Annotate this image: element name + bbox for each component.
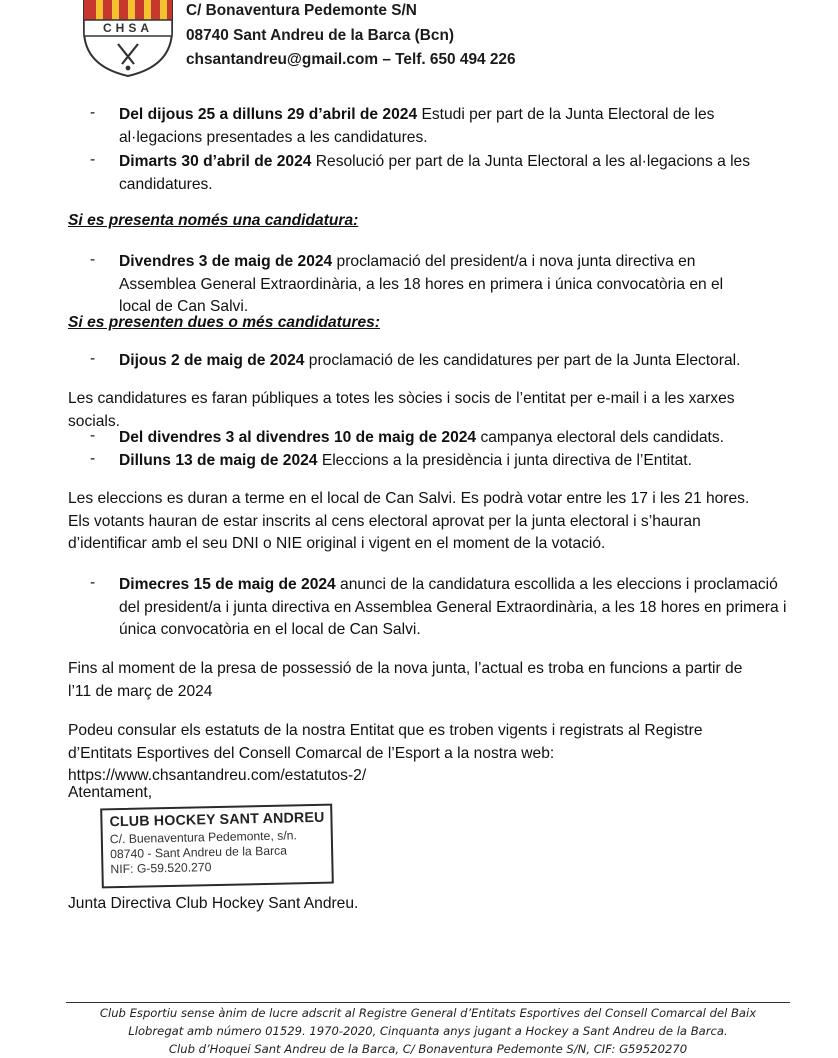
item-text: Estudi per part de la Junta Electoral de les al·legacions presentades a les candidatures. xyxy=(119,106,715,146)
list-item xyxy=(119,151,759,196)
list-bullet: - xyxy=(90,427,96,444)
header-address: C/ Bonaventura Pedemonte S/N xyxy=(186,2,417,19)
item-text: campanya electoral dels candidats. xyxy=(476,429,725,446)
stamp-city: 08740 - Sant Andreu de la Barca xyxy=(110,843,288,862)
item-date: Dimarts 30 d’abril de 2024 xyxy=(119,153,312,170)
list-item xyxy=(119,427,759,450)
footer-divider xyxy=(66,1002,790,1003)
paragraph: Podeu consular els estatuts de la nostra Entitat que es troben vigents i registrats al Registre d’Entitats Esportives del Consell Comarcal de l’Esport a la nostra web: https://www.chsantandreu.com/estatutos-2/ xyxy=(68,722,703,785)
list-bullet: - xyxy=(90,151,96,168)
item-date: Dilluns 13 de maig de 2024 xyxy=(119,452,318,469)
item-date: Dijous 2 de maig de 2024 xyxy=(119,352,305,369)
item-text: Eleccions a la presidència i junta directiva de l’Entitat. xyxy=(317,452,692,469)
closing: Atentament, xyxy=(68,784,153,801)
signature: Junta Directiva Club Hockey Sant Andreu. xyxy=(68,895,359,912)
list-item xyxy=(119,104,759,149)
list-item xyxy=(119,350,759,373)
list-item xyxy=(119,450,759,473)
footer-line: Club d’Hoquei Sant Andreu de la Barca, C/ Bonaventura Pedemonte S/N, CIF: G59520270 xyxy=(168,1042,688,1056)
list-bullet: - xyxy=(90,251,96,268)
stamp-nif: NIF: G-59.520.270 xyxy=(110,860,212,877)
subheading-multiple-candidacies: Si es presenten dues o més candidatures: xyxy=(68,314,380,331)
stamp-address: C/. Buenaventura Pedemonte, s/n. xyxy=(109,828,297,847)
header-contact: chsantandreu@gmail.com – Telf. 650 494 226 xyxy=(186,51,516,68)
list-bullet: - xyxy=(90,450,96,467)
item-text: anunci de la candidatura escollida a les eleccions i proclamació del president/a i junta directiva en Assemblea General Extraordinària, a les 18 hores en primera i única convocatòria en el local de Can Salvi. xyxy=(119,576,787,639)
list-item xyxy=(119,574,787,642)
stamp-title: CLUB HOCKEY SANT ANDREU xyxy=(109,809,325,831)
item-text: proclamació del president/a i nova junta directiva en Assemblea General Extraordinària, a les 18 hores en primera i única convocatòria en el local de Can Salvi. xyxy=(119,253,724,316)
item-text: Resolució per part de la Junta Electoral a les al·legacions a les candidatures. xyxy=(119,153,751,193)
list-bullet: - xyxy=(90,574,96,591)
club-stamp xyxy=(100,804,334,889)
paragraph: Les eleccions es duran a terme en el local de Can Salvi. Es podrà votar entre les 17 i les 21 hores. Els votants hauran de estar inscrits al cens electoral aprovat per la junta electoral i s’hauran d’identificar amb el seu DNI o NIE original i vigent en el moment de la votació. xyxy=(68,490,750,553)
club-crest-logo xyxy=(78,0,178,78)
item-date: Del dijous 25 a dilluns 29 d’abril de 2024 xyxy=(119,106,418,123)
subheading-single-candidacy: Si es presenta només una candidatura: xyxy=(68,212,359,229)
footer-line: Llobregat amb número 01529. 1970-2020, Cinquanta anys jugant a Hockey a Sant Andreu de la Barca. xyxy=(128,1024,728,1038)
paragraph: Fins al moment de la presa de possessió de la nova junta, l’actual es troba en funcions a partir de l’11 de març de 2024 xyxy=(68,660,743,700)
paragraph: Les candidatures es faran públiques a totes les sòcies i socis de l’entitat per e-mail i a les xarxes socials. xyxy=(68,390,735,430)
crest-text: CHSA xyxy=(102,21,153,35)
list-bullet: - xyxy=(90,104,96,121)
item-date: Dimecres 15 de maig de 2024 xyxy=(119,576,336,593)
item-date: Divendres 3 de maig de 2024 xyxy=(119,253,333,270)
header-city: 08740 Sant Andreu de la Barca (Bcn) xyxy=(186,27,455,44)
footer-line: Club Esportiu sense ànim de lucre adscrit al Registre General d’Entitats Esportives del Consell Comarcal del Baix xyxy=(99,1006,757,1020)
item-text: proclamació de les candidatures per part de la Junta Electoral. xyxy=(304,352,741,369)
list-item xyxy=(119,251,759,319)
item-date: Del divendres 3 al divendres 10 de maig de 2024 xyxy=(119,429,477,446)
list-bullet: - xyxy=(90,350,96,367)
